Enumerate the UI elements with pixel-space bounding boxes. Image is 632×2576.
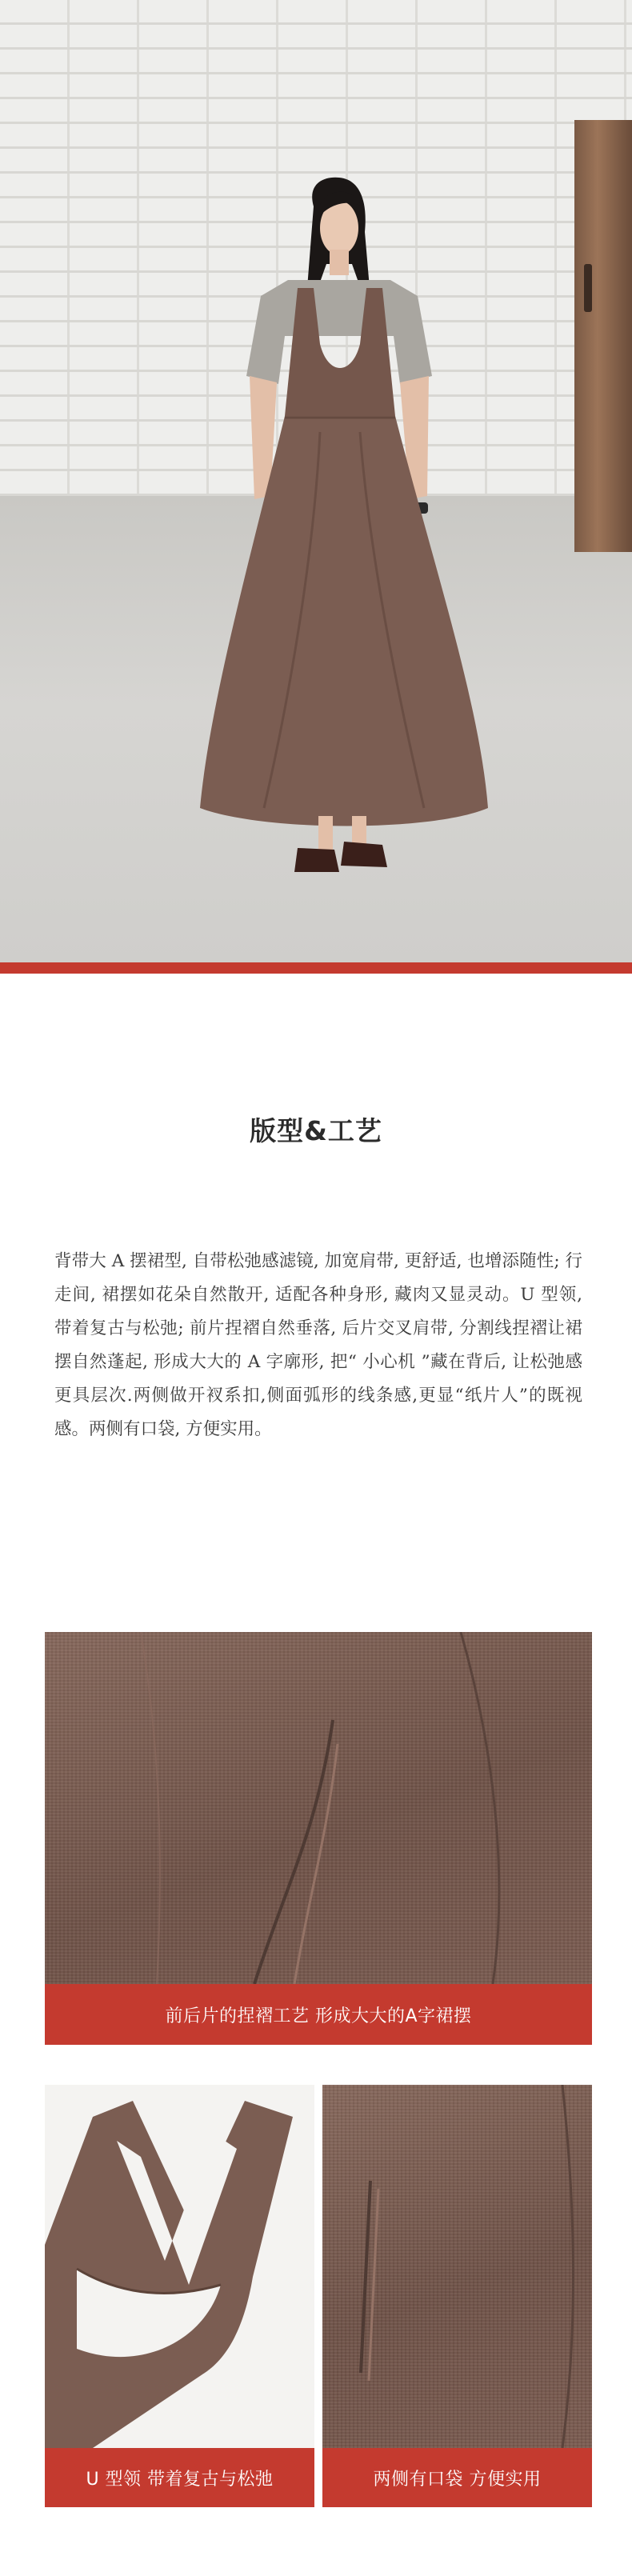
model-wearing-pinafore-dress — [0, 0, 632, 962]
dress-back-straps — [45, 2085, 314, 2448]
pleat-detail-photo — [45, 1632, 592, 1984]
pleat-lines — [45, 1632, 592, 1984]
caption-side-pocket: 两侧有口袋 方便实用 — [322, 2448, 592, 2507]
pocket-seam — [322, 2085, 592, 2448]
accent-divider-band — [0, 962, 632, 974]
section-title: 版型&工艺 — [250, 1115, 382, 1146]
side-pocket-photo — [322, 2085, 592, 2448]
caption-pleat-detail: 前后片的捏褶工艺 形成大大的A字裙摆 — [45, 1984, 592, 2045]
product-description: 背带大 A 摆裙型, 自带松弛感滤镜, 加宽肩带, 更舒适, 也增添随性; 行走间, 裙摆如花朵自然散开, 适配各种身形, 藏肉又显灵动。U 型领, 带着复古与松弛; 前片捏褶自然垂落, 后片交叉肩带, 分割线捏褶让裙摆自然蓬起, 形成大大的 A 字廓形, 把“ 小心机 ”藏在背后, 让松弛感更具层次.两侧做开衩系扣,侧面弧形的线条感,更显“纸片人”的既视感。两侧有口袋, 方便实用。 — [54, 1251, 582, 1439]
caption-u-neck: U 型领 带着复古与松弛 — [45, 2448, 314, 2507]
hero-model-photo — [0, 0, 632, 962]
u-neck-back-photo — [45, 2085, 314, 2448]
